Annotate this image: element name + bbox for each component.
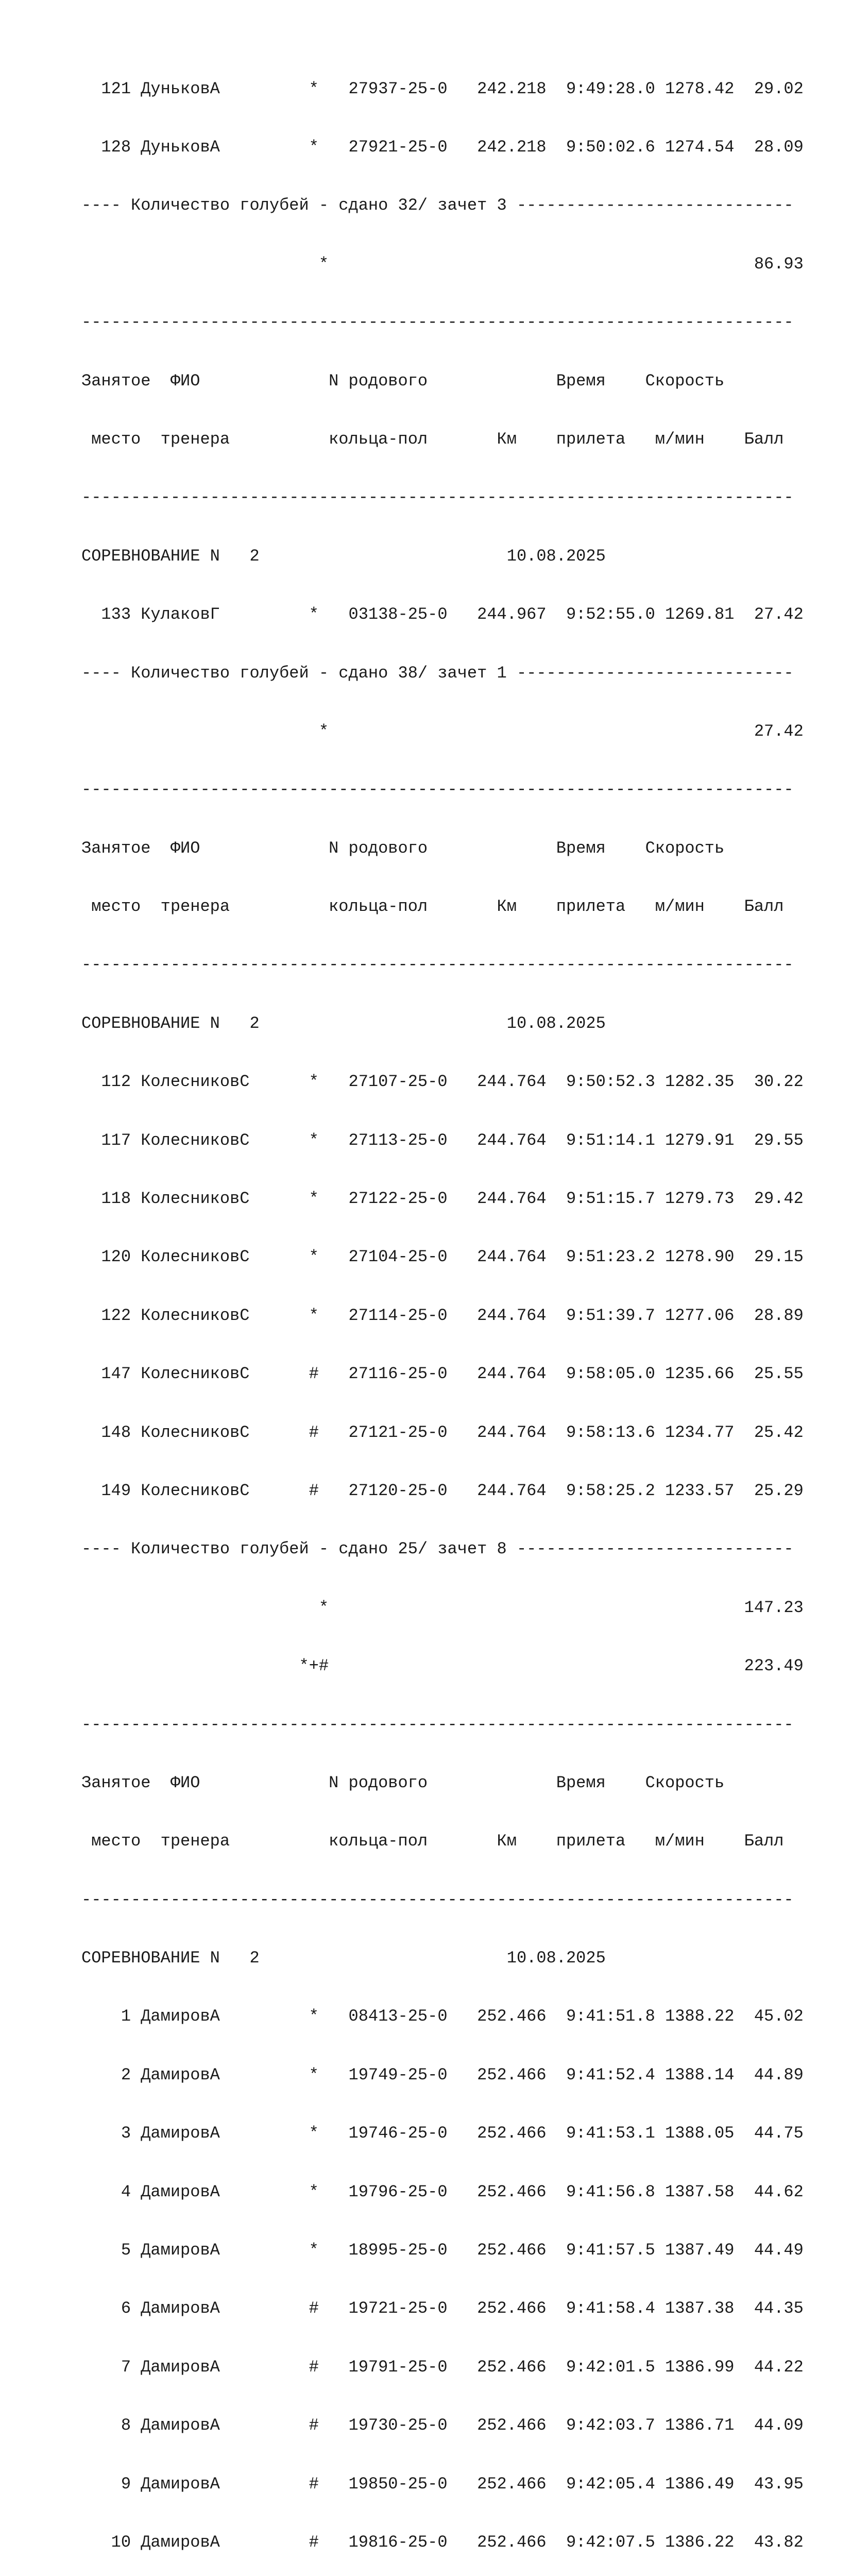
result-row: 10 ДамировА # 19816-25-0 252.466 9:42:07.5 1386.22 43.82 [81, 2533, 804, 2552]
separator-line: ------------------------------------------------------------------------ [81, 313, 794, 332]
result-row: 4 ДамировА * 19796-25-0 252.466 9:41:56.8 1387.58 44.62 [81, 2182, 804, 2201]
group-total-line: * 27.42 [81, 721, 804, 741]
group-total-line: * 147.23 [81, 1598, 804, 1617]
result-row: 121 ДуньковА * 27937-25-0 242.218 9:49:28.0 1278.42 29.02 [81, 79, 804, 98]
result-row: 112 КолесниковС * 27107-25-0 244.764 9:50:52.3 1282.35 30.22 [81, 1072, 804, 1092]
group-total-line: * 86.93 [81, 254, 804, 274]
table-header-line-2: место тренера кольца-пол Км прилета м/мин Балл [81, 897, 784, 917]
table-header-line-1: Занятое ФИО N родового Время Скорость [81, 838, 725, 858]
result-row: 5 ДамировА * 18995-25-0 252.466 9:41:57.5 1387.49 44.49 [81, 2241, 804, 2260]
competition-heading: СОРЕВНОВАНИЕ N 2 10.08.2025 [81, 1948, 606, 1968]
group-total-line: *+# 223.49 [81, 1656, 804, 1676]
result-row: 2 ДамировА * 19749-25-0 252.466 9:41:52.4 1388.14 44.89 [81, 2065, 804, 2084]
result-row: 147 КолесниковС # 27116-25-0 244.764 9:58:05.0 1235.66 25.55 [81, 1364, 804, 1384]
result-row: 6 ДамировА # 19721-25-0 252.466 9:41:58.4 1387.38 44.35 [81, 2299, 804, 2318]
result-row: 128 ДуньковА * 27921-25-0 242.218 9:50:02.6 1274.54 28.09 [81, 137, 804, 157]
table-header-line-1: Занятое ФИО N родового Время Скорость [81, 371, 725, 391]
result-row: 148 КолесниковС # 27121-25-0 244.764 9:58:13.6 1234.77 25.42 [81, 1422, 804, 1442]
group-summary-line: ---- Количество голубей - сдано 38/ зачет 1 ---------------------------- [81, 663, 794, 683]
competition-heading: СОРЕВНОВАНИЕ N 2 10.08.2025 [81, 1013, 606, 1033]
table-header-line-2: место тренера кольца-пол Км прилета м/мин Балл [81, 429, 784, 449]
result-row: 120 КолесниковС * 27104-25-0 244.764 9:51:23.2 1278.90 29.15 [81, 1247, 804, 1267]
table-header-line-1: Занятое ФИО N родового Время Скорость [81, 1773, 725, 1792]
result-row: 3 ДамировА * 19746-25-0 252.466 9:41:53.1 1388.05 44.75 [81, 2124, 804, 2143]
table-header-line-2: место тренера кольца-пол Км прилета м/мин Балл [81, 1832, 784, 1851]
separator-line: ------------------------------------------------------------------------ [81, 1890, 794, 1909]
separator-line: ------------------------------------------------------------------------ [81, 488, 794, 507]
group-summary-line: ---- Количество голубей - сдано 32/ зачет 3 ---------------------------- [81, 196, 794, 215]
separator-line: ------------------------------------------------------------------------ [81, 955, 794, 975]
result-row: 133 КулаковГ * 03138-25-0 244.967 9:52:55.0 1269.81 27.42 [81, 605, 804, 624]
separator-line: ------------------------------------------------------------------------ [81, 780, 794, 800]
group-summary-line: ---- Количество голубей - сдано 25/ зачет 8 ---------------------------- [81, 1539, 794, 1559]
result-row: 149 КолесниковС # 27120-25-0 244.764 9:58:25.2 1233.57 25.29 [81, 1481, 804, 1500]
competition-heading: СОРЕВНОВАНИЕ N 2 10.08.2025 [81, 546, 606, 566]
result-row: 122 КолесниковС * 27114-25-0 244.764 9:51:39.7 1277.06 28.89 [81, 1306, 804, 1325]
results-printout [81, 40, 804, 2576]
result-row: 118 КолесниковС * 27122-25-0 244.764 9:51:15.7 1279.73 29.42 [81, 1189, 804, 1209]
result-row: 8 ДамировА # 19730-25-0 252.466 9:42:03.7 1386.71 44.09 [81, 2416, 804, 2435]
result-row: 9 ДамировА # 19850-25-0 252.466 9:42:05.4 1386.49 43.95 [81, 2474, 804, 2494]
result-row: 117 КолесниковС * 27113-25-0 244.764 9:51:14.1 1279.91 29.55 [81, 1130, 804, 1150]
separator-line: ------------------------------------------------------------------------ [81, 1715, 794, 1734]
result-row: 1 ДамировА * 08413-25-0 252.466 9:41:51.8 1388.22 45.02 [81, 2007, 804, 2026]
result-row: 7 ДамировА # 19791-25-0 252.466 9:42:01.5 1386.99 44.22 [81, 2357, 804, 2377]
